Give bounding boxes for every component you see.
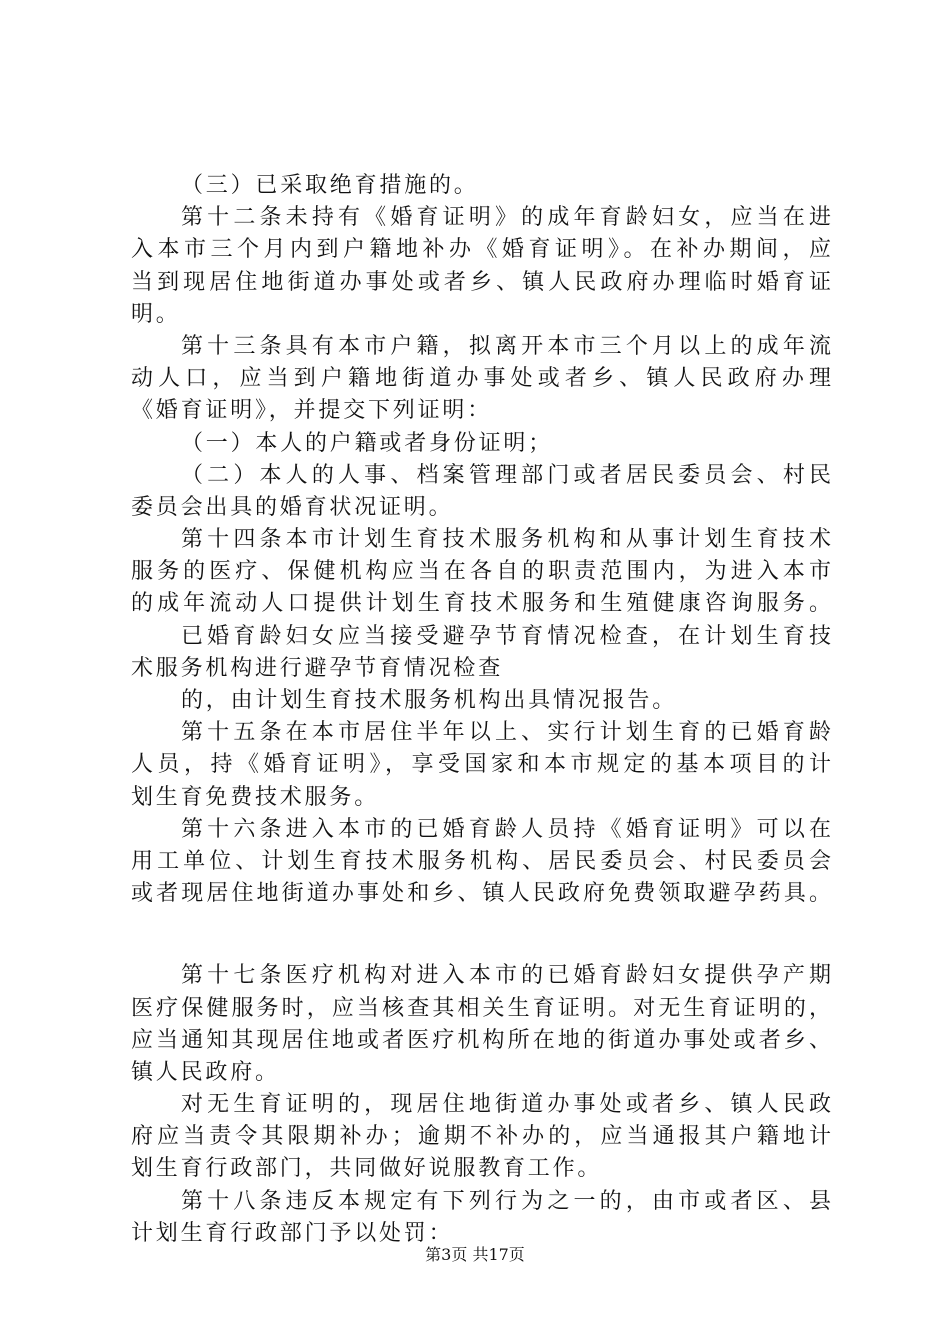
- text-line: 划生育免费技术服务。: [131, 784, 380, 810]
- text-line: 《婚育证明》，并提交下列证明：: [131, 398, 493, 424]
- text-line: 动人口，应当到户籍地街道办事处或者乡、镇人民政府办理: [131, 366, 831, 392]
- text-line: 应当通知其现居住地或者医疗机构所在地的街道办事处或者乡、: [131, 1027, 831, 1053]
- text-line: 当到现居住地街道办事处或者乡、镇人民政府办理临时婚育证: [131, 269, 831, 295]
- text-line: 入本市三个月内到户籍地补办《婚育证明》。在补办期间，应: [131, 237, 831, 263]
- text-line: 第十五条在本市居住半年以上、实行计划生育的已婚育龄: [181, 720, 831, 746]
- text-line: 第十二条未持有《婚育证明》的成年育龄妇女，应当在进: [181, 205, 831, 231]
- text-line: 或者现居住地街道办事处和乡、镇人民政府免费领取避孕药具。: [131, 881, 831, 907]
- text-line: 服务的医疗、保健机构应当在各自的职责范围内，为进入本市: [131, 559, 831, 585]
- text-line: 划生育行政部门，共同做好说服教育工作。: [131, 1156, 603, 1182]
- text-line: 明。: [131, 301, 181, 327]
- text-line: 第十三条具有本市户籍，拟离开本市三个月以上的成年流: [181, 333, 831, 359]
- text-line: 对无生育证明的，现居住地街道办事处或者乡、镇人民政: [181, 1092, 831, 1118]
- text-line: （一）本人的户籍或者身份证明；: [181, 430, 554, 456]
- text-line: （二）本人的人事、档案管理部门或者居民委员会、村民: [181, 462, 831, 488]
- text-line: 镇人民政府。: [131, 1059, 280, 1085]
- paragraph-gap: [131, 910, 831, 960]
- text-line: 第十六条进入本市的已婚育龄人员持《婚育证明》可以在: [181, 816, 831, 842]
- text-line: 人员，持《婚育证明》，享受国家和本市规定的基本项目的计: [131, 752, 831, 778]
- text-line: 委员会出具的婚育状况证明。: [131, 494, 454, 520]
- text-line: 医疗保健服务时，应当核查其相关生育证明。对无生育证明的，: [131, 995, 831, 1021]
- text-line: 的成年流动人口提供计划生育技术服务和生殖健康咨询服务。: [131, 591, 831, 617]
- text-line: 术服务机构进行避孕节育情况检查: [131, 655, 504, 681]
- text-line: 第十四条本市计划生育技术服务机构和从事计划生育技术: [181, 527, 831, 553]
- document-body: [131, 170, 831, 1250]
- text-line: 的，由计划生育技术服务机构出具情况报告。: [181, 688, 678, 713]
- text-line: 用工单位、计划生育技术服务机构、居民委员会、村民委员会: [131, 848, 831, 874]
- text-line: 已婚育龄妇女应当接受避孕节育情况检查，在计划生育技: [181, 623, 831, 649]
- text-line: 计划生育行政部门予以处罚：: [131, 1220, 454, 1246]
- text-line: （三）已采取绝育措施的。: [181, 173, 479, 198]
- text-line: 第十七条医疗机构对进入本市的已婚育龄妇女提供孕产期: [181, 963, 831, 989]
- text-line: 府应当责令其限期补办；逾期不补办的，应当通报其户籍地计: [131, 1124, 831, 1150]
- text-line: 第十八条违反本规定有下列行为之一的，由市或者区、县: [181, 1188, 831, 1214]
- page-number-footer: 第3页 共17页: [425, 1245, 525, 1264]
